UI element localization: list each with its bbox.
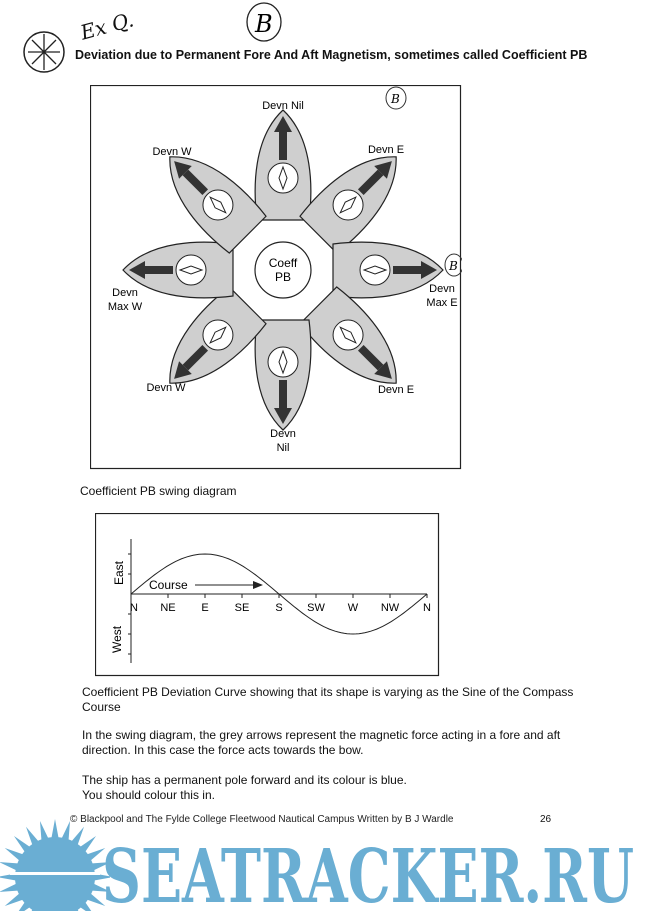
sun-logo-icon (0, 815, 110, 911)
label-west: Devn (112, 287, 138, 299)
handwritten-letter: B (391, 92, 400, 106)
handwritten-note: Ex Q. (77, 7, 137, 45)
label-north: Devn Nil (262, 100, 304, 112)
footer-copyright: © Blackpool and The Fylde College Fleetwood Nautical Campus Written by B J Wardle (70, 814, 454, 825)
x-tick-label: NE (160, 602, 176, 614)
center-label: PB (274, 270, 292, 284)
svg-text:SEATRACKER.RU: SEATRACKER.RU (102, 834, 634, 908)
x-tick-label: SE (234, 602, 250, 614)
label-southwest: Devn W (146, 382, 186, 394)
curve-caption: Coefficient PB Deviation Curve showing that its shape is varying as the Sine of the Compass Course (82, 685, 574, 714)
x-tick-label: NW (380, 602, 400, 614)
label-east: Max E (426, 297, 458, 309)
label-northeast: Devn E (367, 144, 405, 156)
handwritten-letter: B (449, 259, 458, 273)
swing-diagram (90, 85, 462, 470)
page-number: 26 (540, 814, 552, 825)
paragraph-pole: The ship has a permanent pole forward and its colour is blue. You should colour this in. (82, 773, 407, 802)
handwritten-circled-letter (240, 0, 290, 45)
paragraph-swing: In the swing diagram, the grey arrows represent the magnetic force acting in a fore and aft direction. In this case the force acts towards the bow. (82, 728, 561, 757)
y-label-west: West (110, 625, 124, 653)
swing-diagram-caption: Coefficient PB swing diagram (80, 484, 237, 498)
x-tick-label: N (130, 602, 138, 614)
x-tick-label: E (201, 602, 209, 614)
center-label: Coeff (268, 256, 298, 270)
course-label: Course (149, 578, 188, 592)
label-southeast: Devn E (377, 384, 415, 396)
svg-text:B: B (255, 10, 273, 38)
handwritten-compass-sketch (18, 22, 78, 82)
x-tick-label: S (275, 602, 283, 614)
label-east: Devn (429, 283, 455, 295)
x-tick-label: N (423, 602, 431, 614)
label-south: Devn (270, 428, 296, 440)
y-label-east: East (112, 560, 126, 585)
x-tick-label: W (347, 602, 359, 614)
label-northwest: Devn W (152, 146, 192, 158)
x-tick-label: SW (307, 602, 325, 614)
watermark-text (100, 832, 640, 908)
deviation-curve (95, 513, 440, 678)
label-south: Nil (276, 442, 290, 454)
page-heading: Deviation due to Permanent Fore And Aft Magnetism, sometimes called Coefficient PB (75, 48, 588, 62)
label-west: Max W (107, 301, 143, 313)
